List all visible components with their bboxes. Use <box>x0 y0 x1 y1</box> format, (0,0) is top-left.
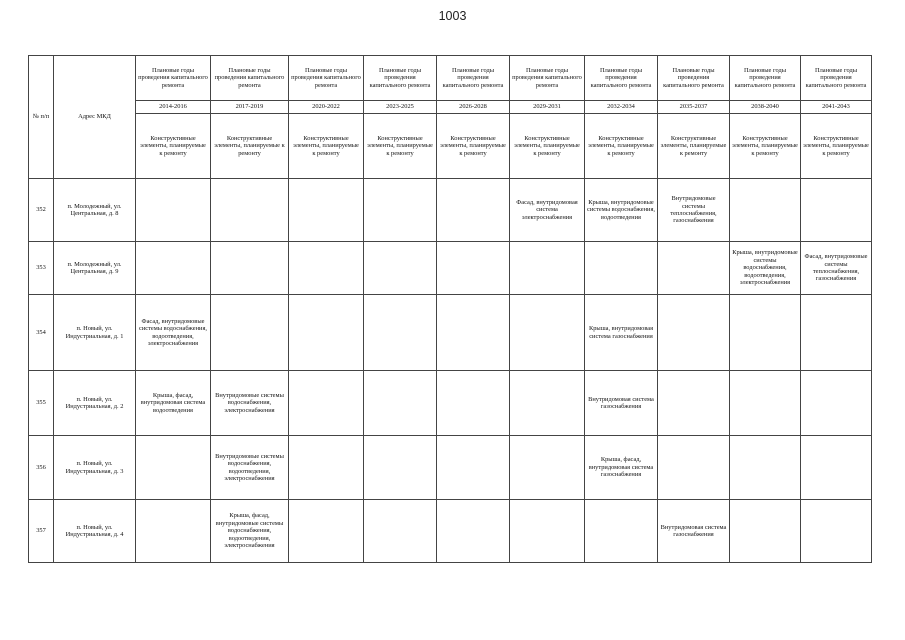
repair-elements-cell: Крыша, фасад, внутридомовая система водоотведения <box>136 371 211 436</box>
repair-elements-cell <box>801 295 872 371</box>
repair-elements-cell <box>289 242 364 295</box>
repair-elements-cell: Крыша, внутридомовая система газоснабжения <box>585 295 658 371</box>
repair-elements-cell <box>437 500 510 563</box>
repair-elements-cell <box>364 295 437 371</box>
row-number: 354 <box>29 295 54 371</box>
repair-elements-cell <box>510 295 585 371</box>
column-header-year-range: 2041-2043 <box>801 101 872 114</box>
repair-elements-cell: Внутридомовые системы теплоснабжения, газоснабжения <box>658 179 730 242</box>
column-header-elements: Конструктивные элементы, планируемые к ремонту <box>211 114 289 179</box>
repair-elements-cell <box>801 179 872 242</box>
repair-elements-cell <box>136 242 211 295</box>
repair-elements-cell <box>510 436 585 500</box>
repair-elements-cell <box>801 371 872 436</box>
repair-elements-cell <box>801 500 872 563</box>
column-header-elements: Конструктивные элементы, планируемые к ремонту <box>658 114 730 179</box>
repair-elements-cell: Внутридомовые системы водоснабжения, электроснабжения <box>211 371 289 436</box>
repair-elements-cell <box>211 295 289 371</box>
column-header-plan-years: Плановые годы проведения капитального ремонта <box>730 56 801 101</box>
column-header-elements: Конструктивные элементы, планируемые к ремонту <box>730 114 801 179</box>
table-row <box>29 242 872 295</box>
column-header-year-range: 2017-2019 <box>211 101 289 114</box>
column-header-plan-years: Плановые годы проведения капитального ремонта <box>658 56 730 101</box>
repair-elements-cell <box>136 500 211 563</box>
repair-elements-cell: Крыша, внутридомовые системы водоснабжения, водоотведения <box>585 179 658 242</box>
repair-elements-cell <box>364 242 437 295</box>
repair-elements-cell <box>289 500 364 563</box>
repair-elements-cell <box>211 242 289 295</box>
column-header-elements: Конструктивные элементы, планируемые к ремонту <box>585 114 658 179</box>
repair-elements-cell <box>658 242 730 295</box>
repair-elements-cell: Внутридомовые системы водоснабжения, водоотведения, электроснабжения <box>211 436 289 500</box>
column-header-plan-years: Плановые годы проведения капитального ремонта <box>136 56 211 101</box>
column-header-plan-years: Плановые годы проведения капитального ремонта <box>211 56 289 101</box>
repair-elements-cell <box>437 295 510 371</box>
column-header-year-range: 2023-2025 <box>364 101 437 114</box>
repair-elements-cell: Фасад, внутридомовые системы теплоснабжения, газоснабжения <box>801 242 872 295</box>
row-number: 353 <box>29 242 54 295</box>
column-header-elements: Конструктивные элементы, планируемые к ремонту <box>437 114 510 179</box>
repair-elements-cell <box>289 436 364 500</box>
column-header-elements: Конструктивные элементы, планируемые к ремонту <box>801 114 872 179</box>
column-header-plan-years: Плановые годы проведения капитального ремонта <box>510 56 585 101</box>
repair-elements-cell <box>730 179 801 242</box>
repair-elements-cell <box>510 242 585 295</box>
repair-elements-cell <box>437 179 510 242</box>
table-row <box>29 500 872 563</box>
repair-elements-cell <box>730 295 801 371</box>
row-number: 356 <box>29 436 54 500</box>
table-row <box>29 295 872 371</box>
repair-elements-cell <box>585 500 658 563</box>
column-header-year-range: 2014-2016 <box>136 101 211 114</box>
row-number: 352 <box>29 179 54 242</box>
column-header-year-range: 2038-2040 <box>730 101 801 114</box>
column-header-elements: Конструктивные элементы, планируемые к ремонту <box>510 114 585 179</box>
repair-elements-cell <box>730 436 801 500</box>
column-header-elements: Конструктивные элементы, планируемые к ремонту <box>136 114 211 179</box>
column-header-plan-years: Плановые годы проведения капитального ремонта <box>289 56 364 101</box>
repair-elements-cell <box>437 371 510 436</box>
column-header-year-range: 2029-2031 <box>510 101 585 114</box>
repair-elements-cell <box>437 242 510 295</box>
table-row <box>29 179 872 242</box>
repair-elements-cell: Внутридомовая система газоснабжения <box>658 500 730 563</box>
repair-elements-cell <box>510 500 585 563</box>
repair-elements-cell <box>658 371 730 436</box>
column-header-year-range: 2032-2034 <box>585 101 658 114</box>
column-header-year-range: 2035-2037 <box>658 101 730 114</box>
row-address: п. Новый, ул. Индустриальная, д. 4 <box>54 500 136 563</box>
column-header-plan-years: Плановые годы проведения капитального ремонта <box>585 56 658 101</box>
row-number: 357 <box>29 500 54 563</box>
table-row <box>29 436 872 500</box>
column-header-plan-years: Плановые годы проведения капитального ремонта <box>437 56 510 101</box>
repair-elements-cell <box>730 371 801 436</box>
repair-elements-cell <box>658 436 730 500</box>
row-number: 355 <box>29 371 54 436</box>
repair-elements-cell <box>136 179 211 242</box>
repair-elements-cell <box>289 371 364 436</box>
capital-repair-plan-table <box>28 55 872 563</box>
repair-elements-cell <box>289 179 364 242</box>
column-header-elements: Конструктивные элементы, планируемые к ремонту <box>289 114 364 179</box>
repair-elements-cell <box>364 179 437 242</box>
repair-elements-cell <box>136 436 211 500</box>
repair-elements-cell: Фасад, внутридомовая система электроснабжения <box>510 179 585 242</box>
table-header <box>29 56 872 179</box>
repair-elements-cell <box>364 436 437 500</box>
repair-elements-cell <box>211 179 289 242</box>
table-row <box>29 371 872 436</box>
row-address: п. Молодежный, ул. Центральная, д. 8 <box>54 179 136 242</box>
repair-elements-cell <box>585 242 658 295</box>
repair-elements-cell <box>437 436 510 500</box>
column-header-address: Адрес МКД <box>54 56 136 179</box>
repair-elements-cell <box>658 295 730 371</box>
column-header-plan-years: Плановые годы проведения капитального ремонта <box>364 56 437 101</box>
repair-elements-cell <box>730 500 801 563</box>
column-header-plan-years: Плановые годы проведения капитального ремонта <box>801 56 872 101</box>
repair-elements-cell <box>364 500 437 563</box>
repair-elements-cell: Крыша, внутридомовые системы водоснабжения, водоотведения, электроснабжения <box>730 242 801 295</box>
column-header-year-range: 2020-2022 <box>289 101 364 114</box>
repair-elements-cell <box>510 371 585 436</box>
repair-elements-cell <box>801 436 872 500</box>
repair-elements-cell: Внутридомовая система газоснабжения <box>585 371 658 436</box>
page-number: 1003 <box>438 9 467 23</box>
repair-elements-cell: Крыша, фасад, внутридомовые системы водоснабжения, водоотведения, электроснабжения <box>211 500 289 563</box>
column-header-elements: Конструктивные элементы, планируемые к ремонту <box>364 114 437 179</box>
row-address: п. Новый, ул. Индустриальная, д. 1 <box>54 295 136 371</box>
repair-elements-cell: Крыша, фасад, внутридомовая система газоснабжения <box>585 436 658 500</box>
column-header-number: № п/п <box>29 56 54 179</box>
row-address: п. Новый, ул. Индустриальная, д. 2 <box>54 371 136 436</box>
column-header-year-range: 2026-2028 <box>437 101 510 114</box>
table-body <box>29 179 872 563</box>
repair-elements-cell <box>289 295 364 371</box>
repair-elements-cell <box>364 371 437 436</box>
row-address: п. Молодежный, ул. Центральная, д. 9 <box>54 242 136 295</box>
row-address: п. Новый, ул. Индустриальная, д. 3 <box>54 436 136 500</box>
repair-elements-cell: Фасад, внутридомовые системы водоснабжения, водоотведения, электроснабжения <box>136 295 211 371</box>
